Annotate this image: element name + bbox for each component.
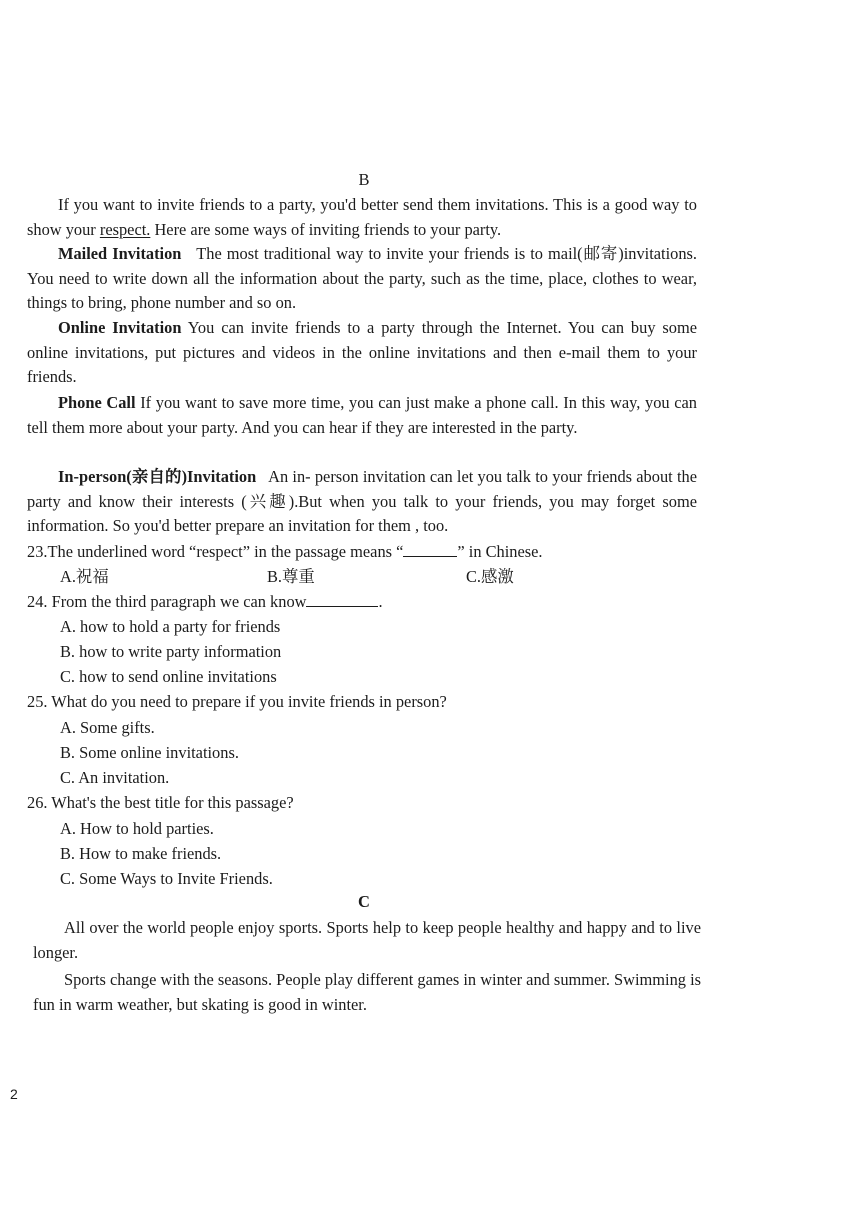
in-person-invitation-text: An in- person invitation can let you talk to your friends about the party and know their interests (兴趣).But when you talk to your friends, you may forget some information. So you'd better prepare an invitation for them , too. (27, 467, 702, 536)
answer-blank-23[interactable] (403, 541, 457, 557)
underlined-word-respect: respect. (99, 219, 151, 239)
q24-option-b: B. how to write party information (60, 642, 282, 661)
q25-option-c: C. An invitation. (60, 768, 170, 787)
phone-call-paragraph (27, 391, 697, 440)
section-c-paragraph-1: All over the world people enjoy sports. Sports help to keep people healthy and happy and to live longer. (33, 918, 701, 962)
mailed-invitation-paragraph (27, 242, 702, 316)
intro-text-1: If you want to invite friends to a party, you'd better send them invitations. This is a good way to show your (27, 195, 697, 239)
phone-call-text: If you want to save more time, you can just make a phone call. In this way, you can tell them more about your party. And you can hear if they are interested in the party. (27, 393, 697, 437)
q23-option-a: A.祝福 (60, 567, 109, 586)
q26-option-b: B. How to make friends. (60, 844, 222, 863)
in-person-invitation-paragraph (27, 465, 702, 539)
answer-blank-24[interactable] (306, 591, 378, 607)
q23-option-b: B.尊重 (267, 567, 315, 586)
question-23 (27, 540, 707, 565)
page-number: 2 (10, 1086, 18, 1102)
question-26: 26. What's the best title for this passage? (27, 793, 294, 812)
question-23-text-end: ” in Chinese. (457, 542, 543, 561)
q25-option-b: B. Some online invitations. (60, 743, 239, 762)
question-24-end: . (378, 592, 383, 611)
in-person-invitation-label: In-person(亲自的)Invitation (58, 467, 257, 486)
question-25: 25. What do you need to prepare if you invite friends in person? (27, 692, 447, 711)
section-b-title: B (358, 170, 370, 189)
section-c-title: C (358, 892, 370, 911)
online-invitation-text: You can invite friends to a party through the Internet. You can buy some online invitations, put pictures and videos in the online invitations and then e-mail them to your friends. (27, 318, 697, 387)
q26-option-a: A. How to hold parties. (60, 819, 214, 838)
q24-option-a: A. how to hold a party for friends (60, 617, 281, 636)
section-c-paragraph-2: Sports change with the seasons. People play different games in winter and summer. Swimming is fun in warm weather, but skating is good in winter. (33, 970, 702, 1014)
mailed-invitation-label: Mailed Invitation (58, 244, 182, 263)
q25-option-a: A. Some gifts. (60, 718, 155, 737)
intro-text-2: Here are some ways of inviting friends to your party. (150, 219, 502, 239)
intro-paragraph (27, 193, 697, 242)
phone-call-label: Phone Call (58, 393, 136, 412)
online-invitation-paragraph (27, 316, 697, 390)
q24-option-c: C. how to send online invitations (60, 667, 277, 686)
question-24-text: 24. From the third paragraph we can know (27, 592, 307, 611)
q23-option-c: C.感激 (466, 567, 514, 586)
mailed-invitation-text: The most traditional way to invite your friends is to mail(邮寄)invitations. You need to write down all the information about the party, such as the time, place, clothes to wear, things to bring, phone number and so on. (27, 244, 702, 313)
question-24 (27, 590, 707, 615)
online-invitation-label: Online Invitation (58, 318, 182, 337)
question-23-text: 23.The underlined word “respect” in the passage means “ (27, 542, 404, 561)
q26-option-c: C. Some Ways to Invite Friends. (60, 869, 273, 888)
